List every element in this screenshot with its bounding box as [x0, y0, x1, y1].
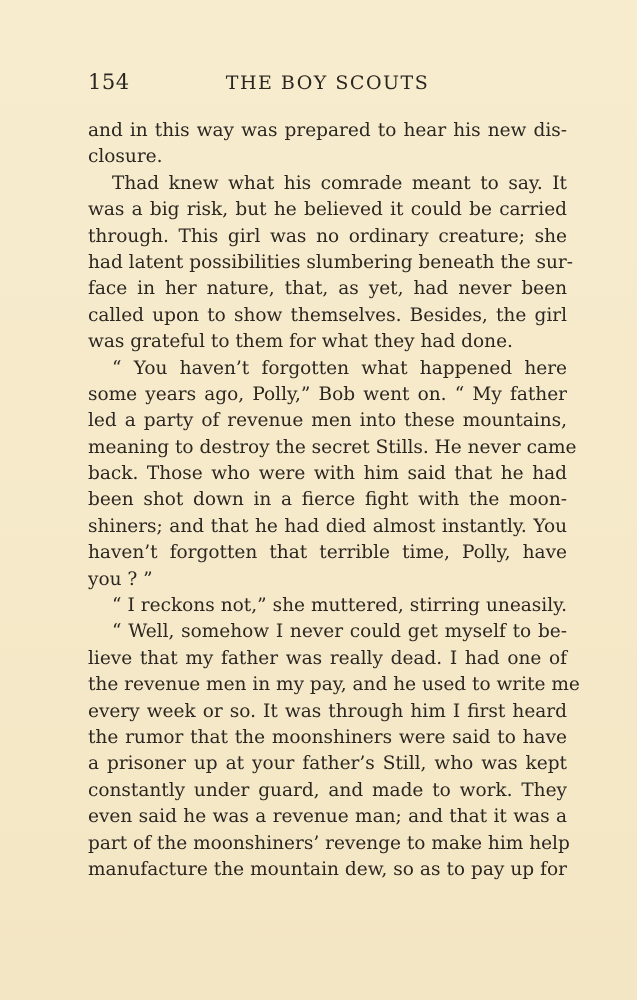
page-number: 154 [88, 70, 130, 94]
text-line: through. This girl was no ordinary creature; she [88, 225, 567, 247]
text-line: had latent possibilities slumbering beneath the sur- [88, 251, 574, 273]
text-line: back. Those who were with him said that he had [88, 463, 567, 485]
text-line: was grateful to them for what they had done. [88, 331, 513, 353]
text-line: closure. [88, 146, 163, 168]
text-line: manufacture the mountain dew, so as to pay up for [88, 858, 567, 880]
page-header [88, 70, 567, 100]
text-line: meaning to destroy the secret Stills. He never came [88, 436, 577, 458]
body-text [88, 118, 580, 883]
running-title: THE BOY SCOUTS [225, 72, 430, 94]
text-line: a prisoner up at your father’s Still, who was kept [88, 753, 567, 775]
text-line: face in her nature, that, as yet, had never been [88, 278, 567, 300]
text-line: called upon to show themselves. Besides, the girl [88, 304, 567, 326]
text-line: part of the moonshiners’ revenge to make him help [88, 832, 570, 854]
text-line: shiners; and that he had died almost instantly. You [88, 515, 567, 537]
text-line: “ I reckons not,” she muttered, stirring uneasily. [112, 595, 567, 617]
text-line: you ? ” [88, 568, 153, 590]
text-line: some years ago, Polly,” Bob went on. “ My father [88, 383, 567, 405]
text-line: the rumor that the moonshiners were said to have [88, 726, 567, 748]
text-line: the revenue men in my pay, and he used to write me [88, 674, 580, 696]
text-line: “ Well, somehow I never could get myself to be- [112, 621, 567, 643]
text-line: led a party of revenue men into these mountains, [88, 410, 567, 432]
text-line: constantly under guard, and made to work. They [88, 779, 567, 801]
text-line: lieve that my father was really dead. I had one of [88, 647, 567, 669]
text-line: Thad knew what his comrade meant to say. It [112, 172, 567, 194]
text-line: and in this way was prepared to hear his new dis- [88, 120, 567, 141]
text-line: haven’t forgotten that terrible time, Polly, have [88, 542, 567, 564]
text-line: “ You haven’t forgotten what happened here [112, 357, 567, 379]
text-line: even said he was a revenue man; and that it was a [88, 806, 567, 828]
text-line: was a big risk, but he believed it could be carried [88, 199, 567, 221]
text-line: every week or so. It was through him I first heard [88, 700, 567, 722]
text-line: been shot down in a fierce fight with the moon- [88, 489, 567, 511]
